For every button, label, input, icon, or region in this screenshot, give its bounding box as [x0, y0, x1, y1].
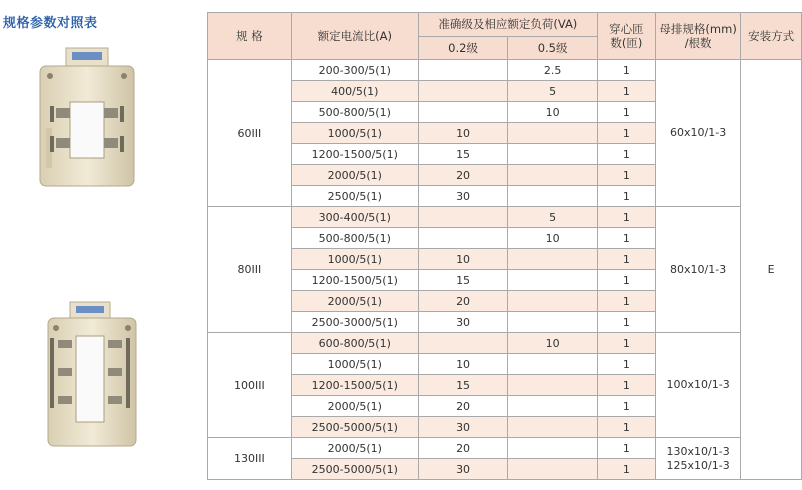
cell-turns: 1	[597, 102, 655, 123]
cell-install: E	[741, 60, 802, 480]
cell-ratio: 500-800/5(1)	[291, 228, 418, 249]
cell-class-05	[508, 396, 598, 417]
cell-class-05: 5	[508, 207, 598, 228]
cell-class-05	[508, 186, 598, 207]
cell-spec: 100III	[208, 333, 292, 438]
cell-turns: 1	[597, 417, 655, 438]
cell-turns: 1	[597, 228, 655, 249]
cell-turns: 1	[597, 438, 655, 459]
cell-class-02: 10	[418, 354, 508, 375]
cell-ratio: 1000/5(1)	[291, 249, 418, 270]
header-ratio: 额定电流比(A)	[291, 13, 418, 60]
header-class-05: 0.5级	[508, 37, 598, 60]
cell-ratio: 2000/5(1)	[291, 438, 418, 459]
cell-turns: 1	[597, 459, 655, 480]
cell-class-05	[508, 123, 598, 144]
cell-class-05: 5	[508, 81, 598, 102]
cell-turns: 1	[597, 354, 655, 375]
cell-ratio: 2500-5000/5(1)	[291, 417, 418, 438]
cell-class-02	[418, 207, 508, 228]
table-header	[208, 13, 802, 60]
cell-class-05: 10	[508, 228, 598, 249]
cell-turns: 1	[597, 186, 655, 207]
cell-class-05	[508, 375, 598, 396]
cell-busbar: 60x10/1-3	[655, 60, 740, 207]
cell-turns: 1	[597, 375, 655, 396]
cell-class-05	[508, 459, 598, 480]
cell-turns: 1	[597, 249, 655, 270]
cell-class-05	[508, 144, 598, 165]
cell-busbar: 130x10/1-3 125x10/1-3	[655, 438, 740, 480]
header-spec: 规 格	[208, 13, 292, 60]
cell-spec: 80III	[208, 207, 292, 333]
cell-class-02	[418, 60, 508, 81]
table-row	[208, 60, 802, 81]
spec-table	[207, 12, 802, 480]
cell-class-02: 30	[418, 417, 508, 438]
cell-class-05	[508, 354, 598, 375]
cell-class-02: 15	[418, 144, 508, 165]
cell-class-02: 20	[418, 438, 508, 459]
cell-turns: 1	[597, 291, 655, 312]
cell-class-05: 2.5	[508, 60, 598, 81]
cell-spec: 130III	[208, 438, 292, 480]
cell-ratio: 300-400/5(1)	[291, 207, 418, 228]
cell-class-02: 15	[418, 375, 508, 396]
cell-class-02	[418, 228, 508, 249]
cell-class-05	[508, 165, 598, 186]
cell-class-02: 10	[418, 123, 508, 144]
cell-class-05	[508, 249, 598, 270]
cell-spec: 60III	[208, 60, 292, 207]
cell-class-02: 30	[418, 186, 508, 207]
cell-ratio: 2000/5(1)	[291, 165, 418, 186]
cell-ratio: 1200-1500/5(1)	[291, 375, 418, 396]
cell-ratio: 2500/5(1)	[291, 186, 418, 207]
cell-busbar: 80x10/1-3	[655, 207, 740, 333]
cell-ratio: 2500-3000/5(1)	[291, 312, 418, 333]
cell-ratio: 1000/5(1)	[291, 123, 418, 144]
cell-class-05	[508, 312, 598, 333]
cell-ratio: 2000/5(1)	[291, 291, 418, 312]
cell-class-02	[418, 333, 508, 354]
cell-turns: 1	[597, 333, 655, 354]
cell-ratio: 1200-1500/5(1)	[291, 270, 418, 291]
table-row	[208, 207, 802, 228]
cell-class-05	[508, 270, 598, 291]
table-body	[208, 60, 802, 480]
cell-class-02: 30	[418, 312, 508, 333]
cell-turns: 1	[597, 165, 655, 186]
cell-busbar: 100x10/1-3	[655, 333, 740, 438]
page-title: 规格参数对照表	[3, 16, 98, 31]
cell-turns: 1	[597, 396, 655, 417]
cell-ratio: 600-800/5(1)	[291, 333, 418, 354]
cell-class-05: 10	[508, 333, 598, 354]
cell-ratio: 400/5(1)	[291, 81, 418, 102]
header-accuracy: 准确级及相应额定负荷(VA)	[418, 13, 597, 37]
current-transformer-image-top	[32, 46, 142, 196]
cell-class-05	[508, 417, 598, 438]
cell-turns: 1	[597, 60, 655, 81]
cell-class-05	[508, 438, 598, 459]
cell-ratio: 500-800/5(1)	[291, 102, 418, 123]
cell-class-02: 20	[418, 165, 508, 186]
cell-turns: 1	[597, 144, 655, 165]
cell-ratio: 2000/5(1)	[291, 396, 418, 417]
cell-ratio: 1000/5(1)	[291, 354, 418, 375]
cell-turns: 1	[597, 81, 655, 102]
cell-class-02	[418, 81, 508, 102]
cell-ratio: 2500-5000/5(1)	[291, 459, 418, 480]
current-transformer-image-bottom	[42, 300, 142, 450]
cell-ratio: 1200-1500/5(1)	[291, 144, 418, 165]
cell-turns: 1	[597, 312, 655, 333]
header-busbar: 母排规格(mm) /根数	[655, 13, 740, 60]
header-turns: 穿心匝 数(匝)	[597, 13, 655, 60]
cell-turns: 1	[597, 270, 655, 291]
cell-class-02: 10	[418, 249, 508, 270]
cell-ratio: 200-300/5(1)	[291, 60, 418, 81]
cell-class-02: 20	[418, 396, 508, 417]
cell-class-02	[418, 102, 508, 123]
cell-class-02: 20	[418, 291, 508, 312]
cell-class-05	[508, 291, 598, 312]
cell-class-05: 10	[508, 102, 598, 123]
header-class-02: 0.2级	[418, 37, 508, 60]
header-install: 安装方式	[741, 13, 802, 60]
table-row	[208, 438, 802, 459]
cell-class-02: 15	[418, 270, 508, 291]
cell-class-02: 30	[418, 459, 508, 480]
cell-turns: 1	[597, 123, 655, 144]
cell-turns: 1	[597, 207, 655, 228]
table-row	[208, 333, 802, 354]
